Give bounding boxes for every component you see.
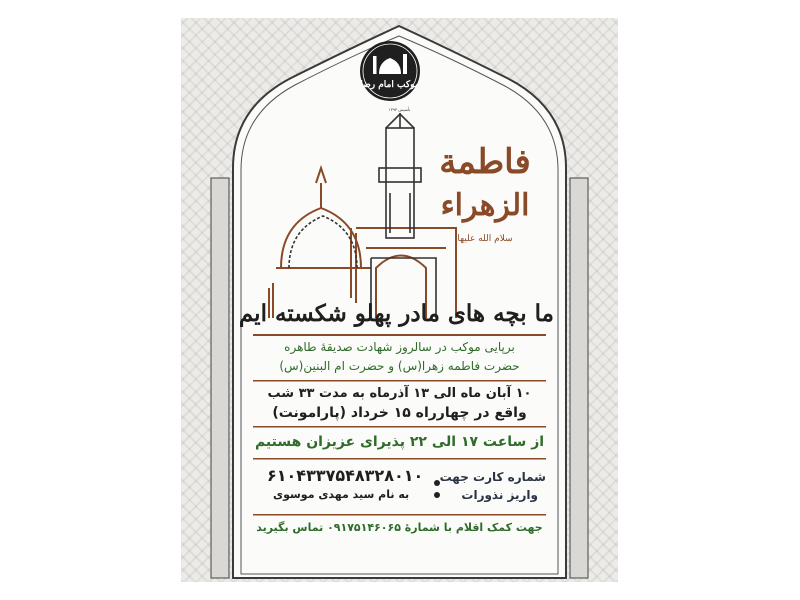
schedule-hours: از ساعت ۱۷ الی ۲۲ پذیرای عزیزان هستیم bbox=[254, 434, 545, 450]
intro-line-2: حضرت فاطمه زهرا(س) و حضرت ام البنین(س) bbox=[279, 359, 520, 373]
logo-title: موکب امام رضا bbox=[360, 80, 420, 90]
donation-label-line-2: واریز نذورات bbox=[461, 488, 538, 502]
calligraphy-small: سلام الله علیها bbox=[457, 234, 513, 244]
intro-line-1: برپایی موکب در سالروز شهادت صدیقهٔ طاهره bbox=[284, 340, 515, 354]
headline: ما بچه های مادر پهلو شکسته ایم bbox=[238, 300, 554, 327]
donation-label-line-1: شماره کارت جهت bbox=[439, 470, 546, 484]
card-holder: به نام سید مهدی موسوی bbox=[273, 488, 410, 501]
logo-subtitle: تأسیس ۱۳۹۳ bbox=[388, 107, 411, 112]
schedule-dates: ۱۰ آبان ماه الی ۱۳ آذرماه به مدت ۳۳ شب bbox=[267, 386, 532, 401]
poster bbox=[181, 18, 618, 582]
card-number: ۶۱۰۴۳۳۷۵۴۸۳۲۸۰۱۰ bbox=[267, 466, 424, 485]
calligraphy-line-1: فاطمة bbox=[439, 142, 531, 182]
schedule-location: واقع در چهارراه ۱۵ خرداد (پارامونت) bbox=[272, 405, 527, 421]
calligraphy-line-2: الزهراء bbox=[440, 188, 530, 223]
contact-line: جهت کمک اقلام با شمارهٔ ۰۹۱۷۵۱۴۶۰۶۵ تماس بگیرید bbox=[256, 521, 543, 534]
